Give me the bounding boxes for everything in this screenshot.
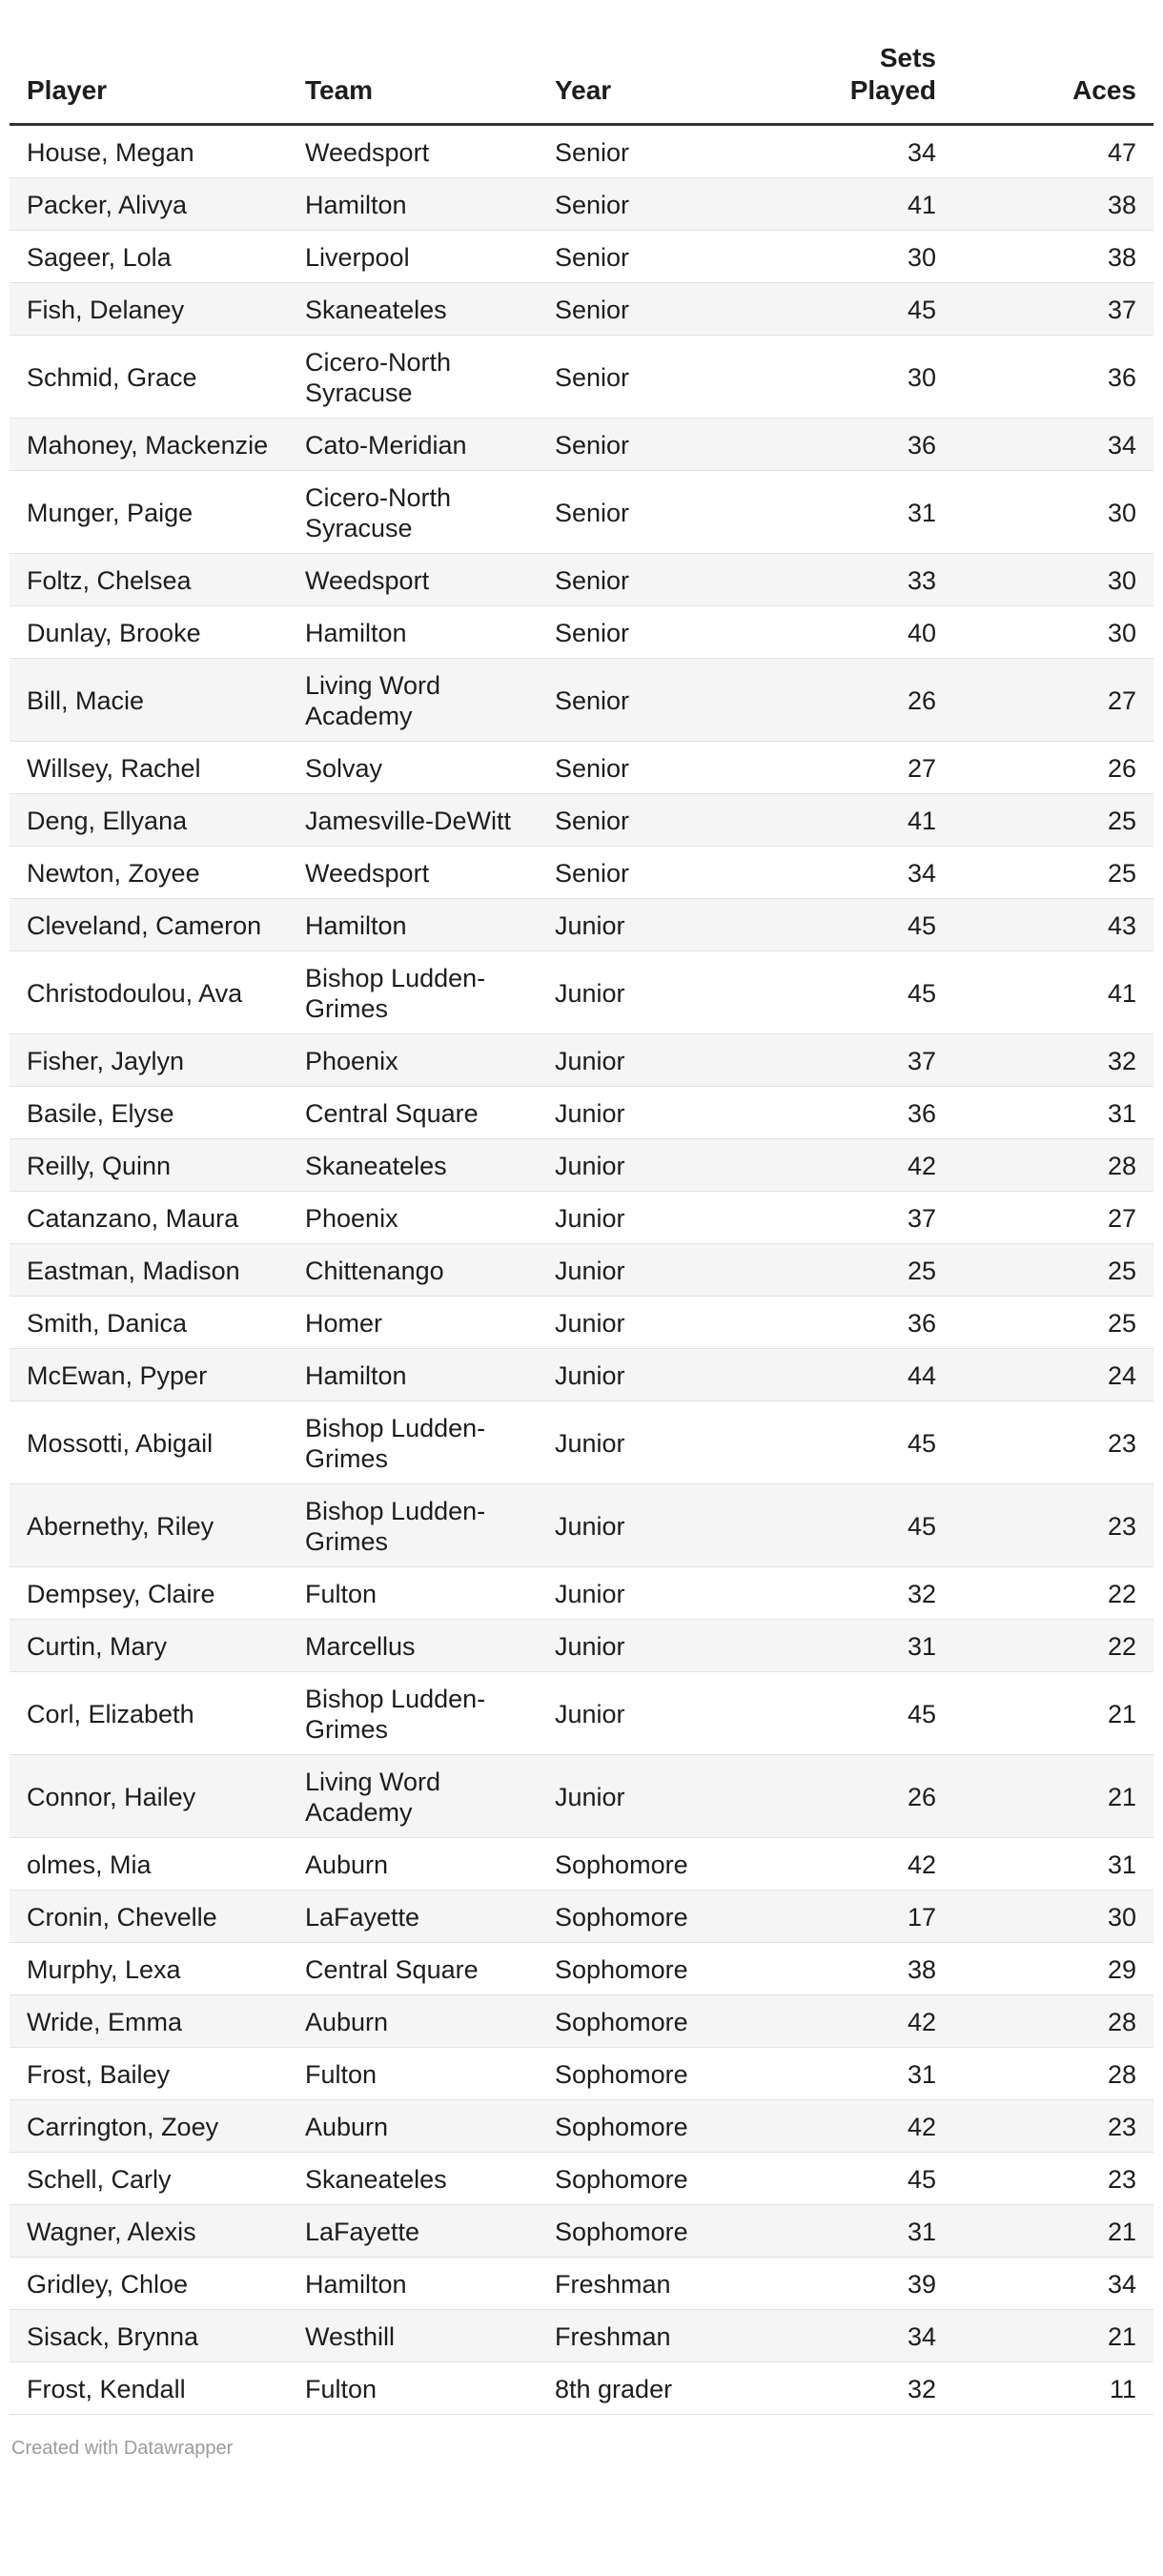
table-row (10, 2205, 1153, 2258)
table-row (10, 1484, 1153, 1567)
cell-year: Sophomore (538, 2048, 787, 2100)
cell-sets-played: 44 (787, 1349, 953, 1401)
sets-played-label: Sets Played (849, 43, 936, 105)
cell-sets-played: 26 (787, 659, 953, 742)
cell-aces: 23 (953, 2100, 1153, 2153)
table-row (10, 471, 1153, 554)
cell-aces: 25 (953, 1244, 1153, 1297)
cell-aces: 11 (953, 2362, 1153, 2415)
cell-player: olmes, Mia (10, 1838, 288, 1891)
cell-sets-played: 17 (787, 1891, 953, 1943)
cell-aces: 23 (953, 1401, 1153, 1484)
cell-player: Frost, Bailey (10, 2048, 288, 2100)
cell-sets-played: 37 (787, 1034, 953, 1087)
table-row (10, 1891, 1153, 1943)
cell-team: LaFayette (288, 2205, 538, 2258)
table-row (10, 1567, 1153, 1620)
cell-year: Junior (538, 1567, 787, 1620)
cell-aces: 24 (953, 1349, 1153, 1401)
cell-team: Living Word Academy (288, 659, 538, 742)
cell-team: Hamilton (288, 899, 538, 951)
cell-sets-played: 41 (787, 794, 953, 847)
cell-player: Willsey, Rachel (10, 742, 288, 794)
cell-aces: 31 (953, 1838, 1153, 1891)
cell-year: Sophomore (538, 2205, 787, 2258)
cell-sets-played: 30 (787, 336, 953, 419)
column-header-team[interactable]: Team (288, 42, 538, 125)
cell-aces: 34 (953, 2258, 1153, 2310)
cell-player: Packer, Alivya (10, 178, 288, 231)
cell-sets-played: 39 (787, 2258, 953, 2310)
cell-player: Schmid, Grace (10, 336, 288, 419)
cell-sets-played: 31 (787, 471, 953, 554)
cell-player: Reilly, Quinn (10, 1139, 288, 1192)
cell-sets-played: 32 (787, 2362, 953, 2415)
cell-team: Cicero-North Syracuse (288, 336, 538, 419)
table-row (10, 336, 1153, 419)
cell-aces: 36 (953, 336, 1153, 419)
table-row (10, 1087, 1153, 1139)
table-row (10, 899, 1153, 951)
table-row (10, 1349, 1153, 1401)
cell-team: Chittenango (288, 1244, 538, 1297)
cell-aces: 28 (953, 1139, 1153, 1192)
cell-player: Murphy, Lexa (10, 1943, 288, 1995)
cell-team: Auburn (288, 1838, 538, 1891)
cell-player: Mahoney, Mackenzie (10, 419, 288, 471)
cell-year: Sophomore (538, 2100, 787, 2153)
cell-team: Weedsport (288, 847, 538, 899)
cell-team: Marcellus (288, 1620, 538, 1672)
cell-sets-played: 31 (787, 1620, 953, 1672)
cell-year: Junior (538, 1484, 787, 1567)
cell-year: Junior (538, 951, 787, 1034)
cell-year: Senior (538, 606, 787, 659)
cell-sets-played: 42 (787, 1995, 953, 2048)
cell-team: Bishop Ludden-Grimes (288, 951, 538, 1034)
cell-aces: 38 (953, 231, 1153, 283)
cell-team: Hamilton (288, 606, 538, 659)
cell-sets-played: 42 (787, 1838, 953, 1891)
table-row (10, 1034, 1153, 1087)
cell-sets-played: 45 (787, 283, 953, 336)
cell-year: Senior (538, 283, 787, 336)
cell-year: Sophomore (538, 1943, 787, 1995)
cell-year: Senior (538, 847, 787, 899)
cell-team: Liverpool (288, 231, 538, 283)
cell-player: Newton, Zoyee (10, 847, 288, 899)
cell-sets-played: 27 (787, 742, 953, 794)
cell-team: Cato-Meridian (288, 419, 538, 471)
cell-year: Junior (538, 1401, 787, 1484)
cell-team: Central Square (288, 1087, 538, 1139)
header-row (10, 42, 1153, 125)
cell-year: Sophomore (538, 1838, 787, 1891)
cell-sets-played: 36 (787, 1087, 953, 1139)
cell-year: Sophomore (538, 1995, 787, 2048)
cell-aces: 25 (953, 847, 1153, 899)
cell-player: Sisack, Brynna (10, 2310, 288, 2362)
cell-player: Frost, Kendall (10, 2362, 288, 2415)
cell-player: Corl, Elizabeth (10, 1672, 288, 1755)
cell-team: Skaneateles (288, 283, 538, 336)
cell-player: Abernethy, Riley (10, 1484, 288, 1567)
cell-team: Hamilton (288, 178, 538, 231)
cell-aces: 30 (953, 1891, 1153, 1943)
table-row (10, 2153, 1153, 2205)
cell-aces: 30 (953, 554, 1153, 606)
cell-sets-played: 34 (787, 2310, 953, 2362)
table-header (10, 42, 1153, 125)
cell-aces: 30 (953, 471, 1153, 554)
cell-aces: 22 (953, 1567, 1153, 1620)
cell-sets-played: 34 (787, 125, 953, 178)
cell-team: Fulton (288, 1567, 538, 1620)
cell-sets-played: 34 (787, 847, 953, 899)
cell-player: Basile, Elyse (10, 1087, 288, 1139)
cell-team: Living Word Academy (288, 1755, 538, 1838)
cell-year: Junior (538, 899, 787, 951)
table-row (10, 1755, 1153, 1838)
column-header-sets-played[interactable] (787, 42, 953, 125)
cell-year: Junior (538, 1034, 787, 1087)
cell-aces: 34 (953, 419, 1153, 471)
cell-team: Solvay (288, 742, 538, 794)
cell-player: Cronin, Chevelle (10, 1891, 288, 1943)
cell-team: Hamilton (288, 2258, 538, 2310)
cell-aces: 26 (953, 742, 1153, 794)
cell-team: Weedsport (288, 125, 538, 178)
cell-sets-played: 40 (787, 606, 953, 659)
table-row (10, 794, 1153, 847)
cell-sets-played: 45 (787, 1672, 953, 1755)
cell-aces: 30 (953, 606, 1153, 659)
cell-team: Weedsport (288, 554, 538, 606)
cell-sets-played: 42 (787, 1139, 953, 1192)
cell-team: Jamesville-DeWitt (288, 794, 538, 847)
cell-team: Phoenix (288, 1034, 538, 1087)
cell-sets-played: 42 (787, 2100, 953, 2153)
cell-player: Foltz, Chelsea (10, 554, 288, 606)
table-row (10, 1401, 1153, 1484)
cell-team: Auburn (288, 2100, 538, 2153)
cell-year: Senior (538, 554, 787, 606)
table-row (10, 1943, 1153, 1995)
cell-player: Christodoulou, Ava (10, 951, 288, 1034)
table-row (10, 951, 1153, 1034)
cell-player: House, Megan (10, 125, 288, 178)
table-row (10, 2048, 1153, 2100)
cell-year: Senior (538, 742, 787, 794)
cell-year: Senior (538, 178, 787, 231)
cell-sets-played: 45 (787, 951, 953, 1034)
cell-player: McEwan, Pyper (10, 1349, 288, 1401)
cell-aces: 21 (953, 2205, 1153, 2258)
table-row (10, 178, 1153, 231)
cell-year: Junior (538, 1192, 787, 1244)
cell-player: Mossotti, Abigail (10, 1401, 288, 1484)
cell-year: Junior (538, 1349, 787, 1401)
cell-aces: 27 (953, 1192, 1153, 1244)
cell-player: Connor, Hailey (10, 1755, 288, 1838)
cell-aces: 41 (953, 951, 1153, 1034)
cell-year: Senior (538, 419, 787, 471)
cell-aces: 29 (953, 1943, 1153, 1995)
column-header-year[interactable]: Year (538, 42, 787, 125)
cell-team: Cicero-North Syracuse (288, 471, 538, 554)
cell-player: Cleveland, Cameron (10, 899, 288, 951)
column-header-player[interactable]: Player (10, 42, 288, 125)
cell-aces: 22 (953, 1620, 1153, 1672)
cell-sets-played: 36 (787, 1297, 953, 1349)
table-row (10, 606, 1153, 659)
cell-team: Hamilton (288, 1349, 538, 1401)
cell-year: Senior (538, 471, 787, 554)
table-row (10, 2100, 1153, 2153)
cell-team: Bishop Ludden-Grimes (288, 1401, 538, 1484)
cell-player: Schell, Carly (10, 2153, 288, 2205)
cell-team: Bishop Ludden-Grimes (288, 1484, 538, 1567)
cell-team: Westhill (288, 2310, 538, 2362)
column-header-aces[interactable]: Aces (953, 42, 1153, 125)
cell-year: Junior (538, 1244, 787, 1297)
cell-player: Bill, Macie (10, 659, 288, 742)
cell-sets-played: 45 (787, 899, 953, 951)
table-row (10, 1620, 1153, 1672)
table-row (10, 1297, 1153, 1349)
cell-team: Fulton (288, 2362, 538, 2415)
table-row (10, 1139, 1153, 1192)
cell-year: Sophomore (538, 1891, 787, 1943)
cell-year: Junior (538, 1087, 787, 1139)
cell-year: Sophomore (538, 2153, 787, 2205)
table-row (10, 2310, 1153, 2362)
cell-player: Fish, Delaney (10, 283, 288, 336)
cell-team: Skaneateles (288, 1139, 538, 1192)
datawrapper-credit: Created with Datawrapper (11, 2438, 234, 2459)
cell-aces: 25 (953, 794, 1153, 847)
cell-year: Senior (538, 659, 787, 742)
cell-team: Fulton (288, 2048, 538, 2100)
cell-player: Dempsey, Claire (10, 1567, 288, 1620)
cell-sets-played: 37 (787, 1192, 953, 1244)
table-body (10, 125, 1153, 2415)
table-row (10, 419, 1153, 471)
cell-player: Wride, Emma (10, 1995, 288, 2048)
cell-aces: 23 (953, 2153, 1153, 2205)
cell-year: Junior (538, 1297, 787, 1349)
cell-sets-played: 33 (787, 554, 953, 606)
cell-team: Skaneateles (288, 2153, 538, 2205)
cell-sets-played: 41 (787, 178, 953, 231)
stats-table (10, 42, 1153, 2415)
table-row (10, 659, 1153, 742)
table-row (10, 125, 1153, 178)
cell-team: Homer (288, 1297, 538, 1349)
table-row (10, 554, 1153, 606)
table-row (10, 231, 1153, 283)
table-row (10, 2258, 1153, 2310)
cell-aces: 47 (953, 125, 1153, 178)
cell-player: Munger, Paige (10, 471, 288, 554)
cell-aces: 21 (953, 2310, 1153, 2362)
cell-sets-played: 30 (787, 231, 953, 283)
cell-player: Sageer, Lola (10, 231, 288, 283)
cell-player: Fisher, Jaylyn (10, 1034, 288, 1087)
cell-year: Freshman (538, 2310, 787, 2362)
cell-team: Phoenix (288, 1192, 538, 1244)
cell-sets-played: 25 (787, 1244, 953, 1297)
cell-aces: 28 (953, 2048, 1153, 2100)
cell-team: LaFayette (288, 1891, 538, 1943)
table-row (10, 283, 1153, 336)
cell-sets-played: 45 (787, 2153, 953, 2205)
cell-year: Senior (538, 336, 787, 419)
cell-player: Eastman, Madison (10, 1244, 288, 1297)
cell-player: Carrington, Zoey (10, 2100, 288, 2153)
cell-player: Curtin, Mary (10, 1620, 288, 1672)
table-row (10, 1244, 1153, 1297)
cell-year: Junior (538, 1672, 787, 1755)
cell-player: Catanzano, Maura (10, 1192, 288, 1244)
cell-aces: 27 (953, 659, 1153, 742)
cell-sets-played: 45 (787, 1484, 953, 1567)
cell-sets-played: 26 (787, 1755, 953, 1838)
cell-year: Senior (538, 125, 787, 178)
cell-aces: 43 (953, 899, 1153, 951)
cell-sets-played: 32 (787, 1567, 953, 1620)
cell-sets-played: 45 (787, 1401, 953, 1484)
cell-player: Smith, Danica (10, 1297, 288, 1349)
cell-sets-played: 31 (787, 2048, 953, 2100)
table-container (10, 0, 1153, 2460)
cell-sets-played: 36 (787, 419, 953, 471)
cell-player: Wagner, Alexis (10, 2205, 288, 2258)
cell-aces: 38 (953, 178, 1153, 231)
cell-sets-played: 31 (787, 2205, 953, 2258)
cell-aces: 25 (953, 1297, 1153, 1349)
table-row (10, 1672, 1153, 1755)
table-row (10, 742, 1153, 794)
table-row (10, 2362, 1153, 2415)
table-row (10, 1192, 1153, 1244)
cell-year: Freshman (538, 2258, 787, 2310)
cell-aces: 21 (953, 1755, 1153, 1838)
table-row (10, 1995, 1153, 2048)
cell-player: Dunlay, Brooke (10, 606, 288, 659)
cell-aces: 37 (953, 283, 1153, 336)
cell-year: 8th grader (538, 2362, 787, 2415)
cell-aces: 21 (953, 1672, 1153, 1755)
cell-player: Deng, Ellyana (10, 794, 288, 847)
cell-year: Junior (538, 1755, 787, 1838)
cell-aces: 31 (953, 1087, 1153, 1139)
cell-year: Junior (538, 1139, 787, 1192)
cell-team: Central Square (288, 1943, 538, 1995)
table-row (10, 1838, 1153, 1891)
cell-player: Gridley, Chloe (10, 2258, 288, 2310)
table-row (10, 847, 1153, 899)
cell-year: Senior (538, 231, 787, 283)
cell-team: Auburn (288, 1995, 538, 2048)
cell-aces: 23 (953, 1484, 1153, 1567)
cell-team: Bishop Ludden-Grimes (288, 1672, 538, 1755)
cell-aces: 32 (953, 1034, 1153, 1087)
cell-year: Junior (538, 1620, 787, 1672)
cell-aces: 28 (953, 1995, 1153, 2048)
cell-year: Senior (538, 794, 787, 847)
cell-sets-played: 38 (787, 1943, 953, 1995)
